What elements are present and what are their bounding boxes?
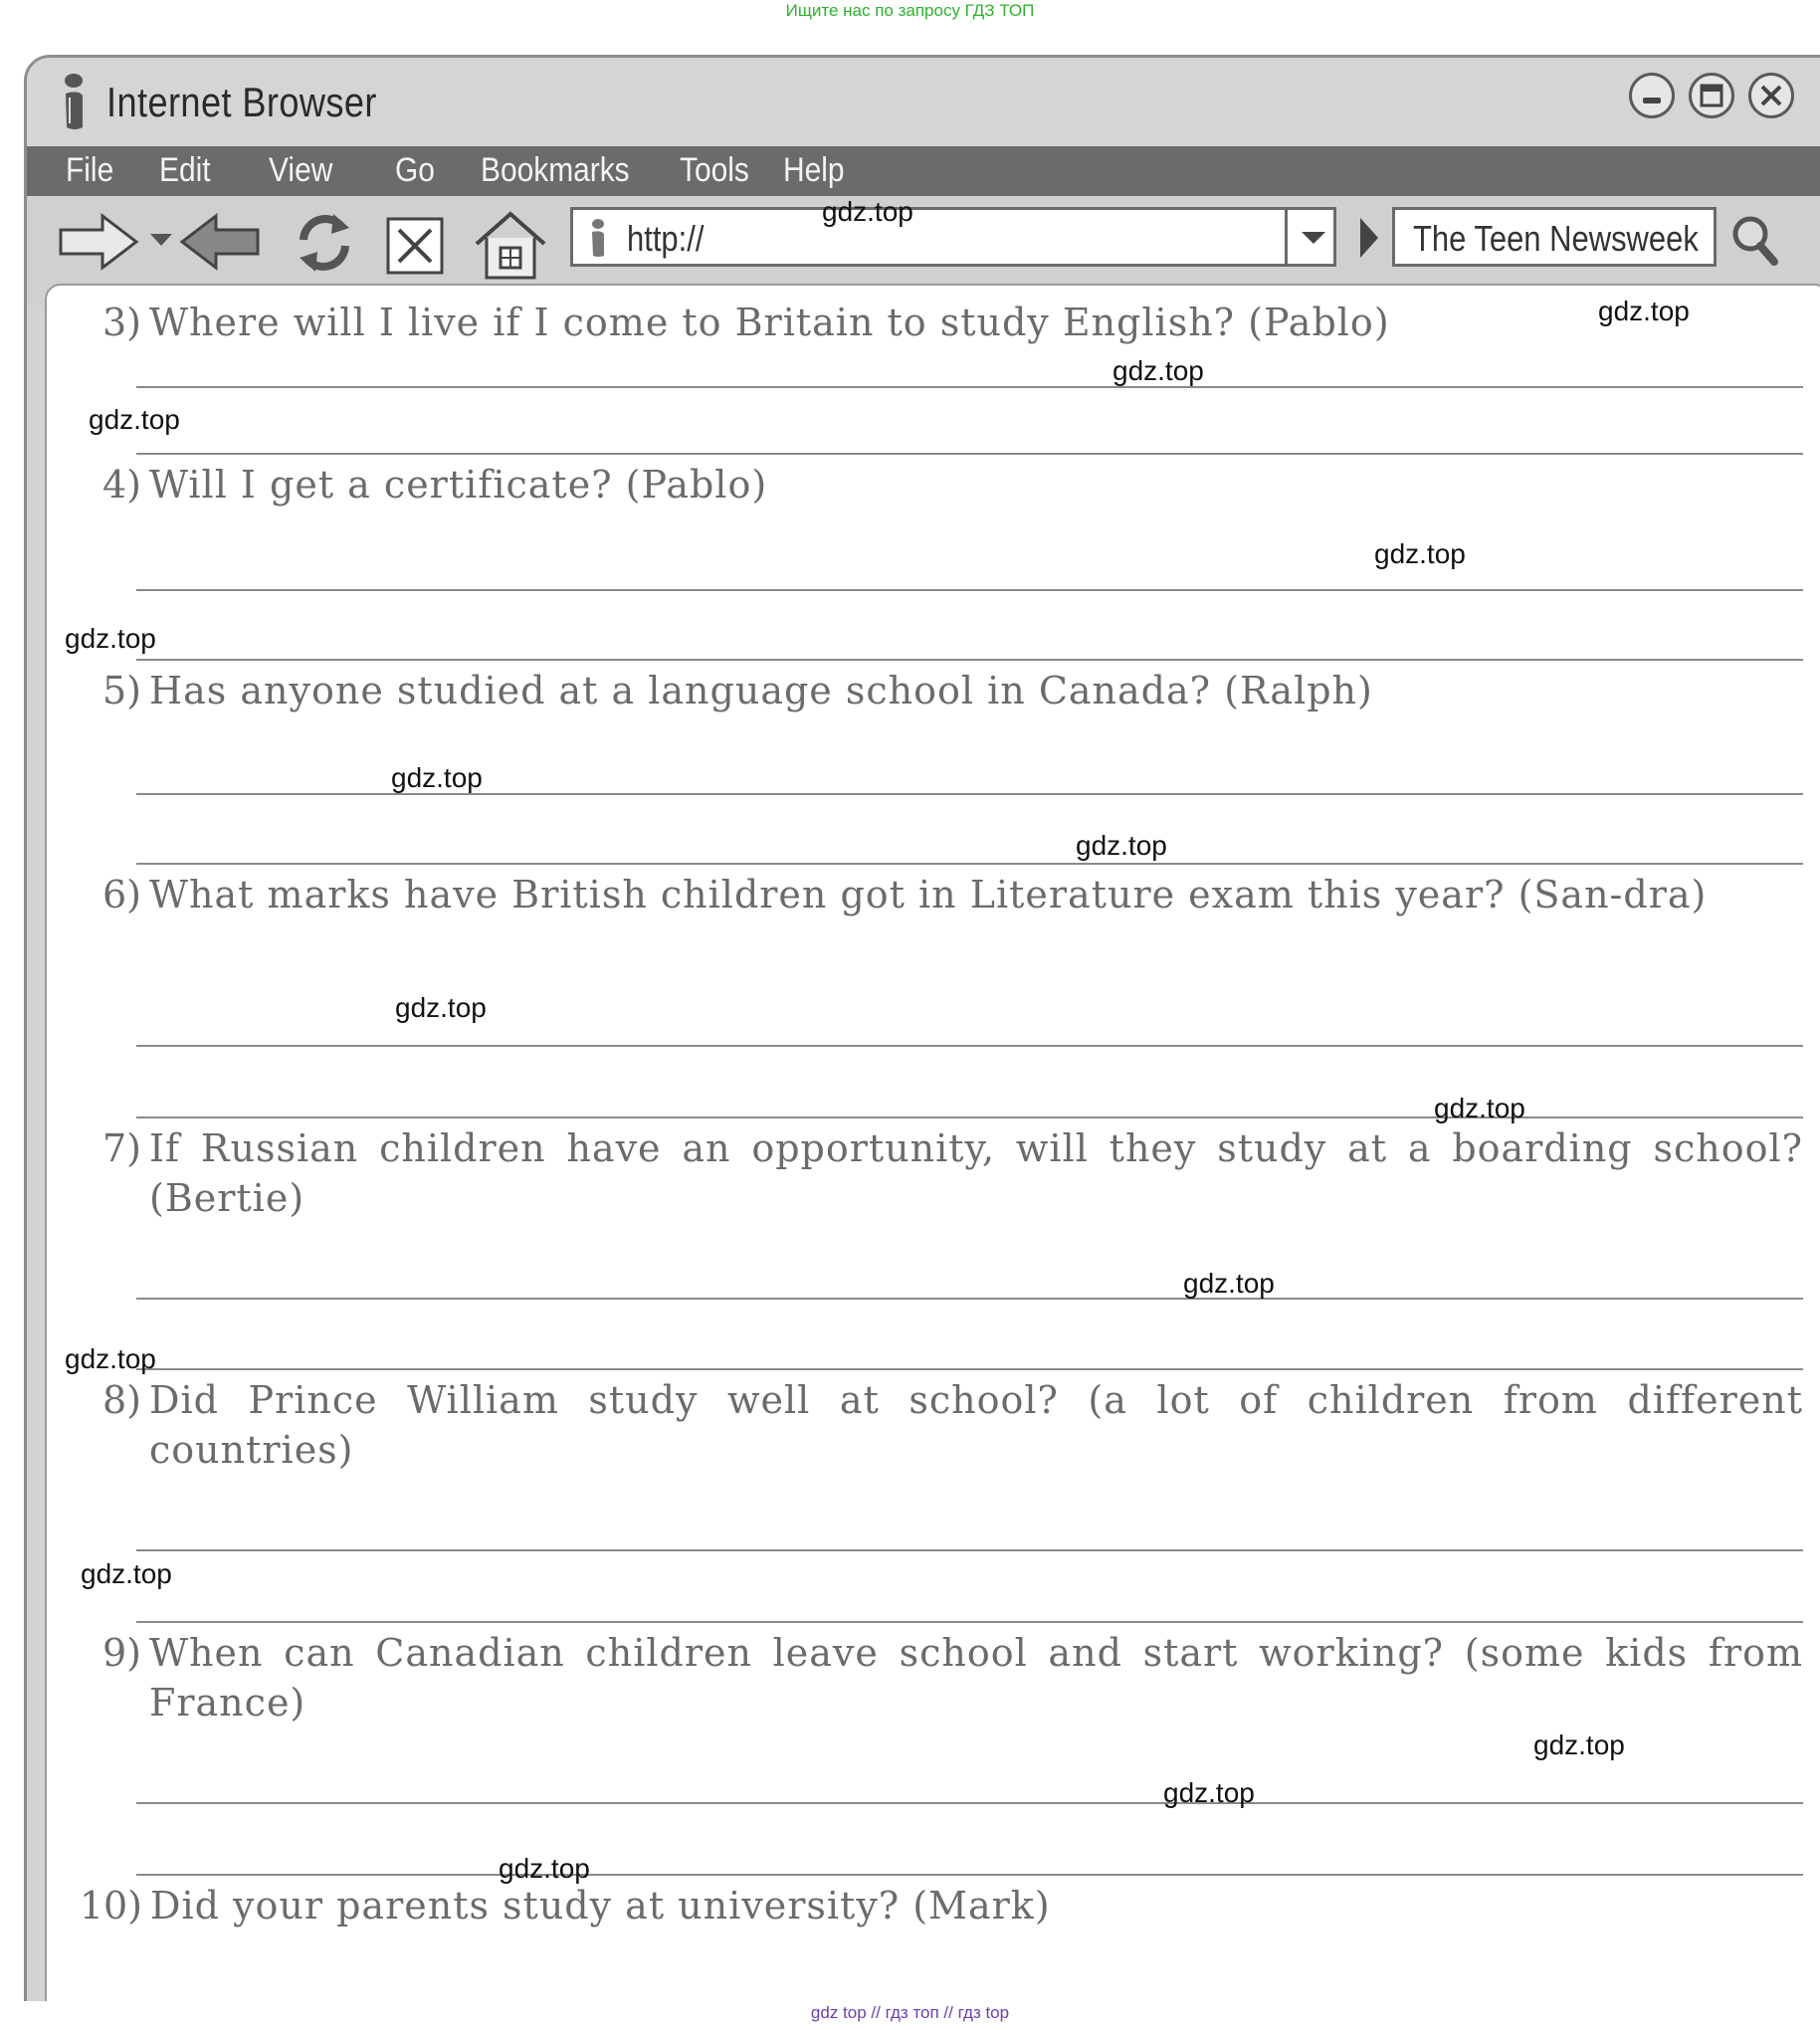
question-8 bbox=[94, 1375, 1803, 1475]
go-arrow-icon[interactable] bbox=[1356, 214, 1382, 262]
watermark: gdz.top bbox=[395, 992, 487, 1023]
address-bar[interactable] bbox=[570, 207, 1336, 267]
watermark: gdz.top bbox=[89, 404, 180, 435]
menu-file[interactable]: File bbox=[66, 151, 114, 189]
watermark: gdz.top bbox=[499, 1853, 590, 1884]
answer-line[interactable] bbox=[136, 589, 1803, 591]
forward-icon[interactable] bbox=[57, 212, 140, 272]
window-title: Internet Browser bbox=[106, 79, 377, 125]
question-text: Did Prince William study well at school? (a lot of children from different countries) bbox=[149, 1378, 1803, 1472]
browser-window bbox=[24, 55, 1820, 2004]
question-3 bbox=[94, 298, 1803, 347]
search-field[interactable] bbox=[1392, 207, 1717, 267]
question-5 bbox=[94, 666, 1803, 715]
watermark: gdz.top bbox=[65, 623, 156, 654]
answer-line[interactable] bbox=[136, 1116, 1803, 1118]
watermark: gdz.top bbox=[1533, 1729, 1625, 1760]
watermark: gdz.top bbox=[65, 1343, 156, 1374]
question-4 bbox=[94, 460, 1803, 509]
question-number: 8) bbox=[101, 1378, 141, 1422]
answer-line[interactable] bbox=[136, 1802, 1803, 1804]
minimize-icon bbox=[1640, 84, 1664, 107]
home-icon[interactable] bbox=[471, 208, 550, 282]
menu-bar bbox=[27, 146, 1820, 196]
menu-edit[interactable]: Edit bbox=[159, 151, 211, 189]
question-text: Will I get a certificate? (Pablo) bbox=[149, 463, 768, 507]
minimize-button[interactable] bbox=[1629, 73, 1675, 118]
back-icon[interactable] bbox=[178, 212, 262, 272]
address-divider bbox=[1285, 210, 1288, 264]
answer-line[interactable] bbox=[136, 1368, 1803, 1370]
chevron-down-icon[interactable] bbox=[146, 230, 176, 250]
menu-tools[interactable]: Tools bbox=[680, 151, 749, 189]
watermark: gdz.top bbox=[1598, 296, 1690, 326]
watermark: gdz.top bbox=[1163, 1777, 1255, 1808]
watermark: gdz.top bbox=[1076, 830, 1167, 861]
question-text: When can Canadian children leave school and start working? (some kids from France) bbox=[149, 1631, 1803, 1725]
answer-line[interactable] bbox=[136, 1874, 1803, 1876]
question-7 bbox=[94, 1123, 1803, 1223]
menu-help[interactable]: Help bbox=[783, 151, 845, 189]
answer-line[interactable] bbox=[136, 1045, 1803, 1047]
address-input[interactable]: http:// bbox=[627, 218, 705, 259]
menu-go[interactable]: Go bbox=[395, 151, 435, 189]
watermark: gdz.top bbox=[822, 196, 913, 227]
search-icon[interactable] bbox=[1728, 210, 1782, 270]
answer-line[interactable] bbox=[136, 386, 1803, 388]
stop-icon[interactable] bbox=[385, 216, 445, 276]
question-text: What marks have British children got in Literature exam this year? (San-dra) bbox=[149, 873, 1708, 916]
search-input[interactable]: The Teen Newsweek bbox=[1413, 218, 1699, 259]
answer-line[interactable] bbox=[136, 793, 1803, 795]
close-icon bbox=[1758, 83, 1784, 108]
title-bar bbox=[27, 58, 1820, 146]
app-logo-icon bbox=[57, 72, 91, 131]
bottom-banner: gdz top // гдз топ // гдз top bbox=[0, 2001, 1820, 2025]
watermark: gdz.top bbox=[1183, 1268, 1275, 1299]
answer-line[interactable] bbox=[136, 1621, 1803, 1623]
question-number: 10) bbox=[79, 1884, 142, 1928]
maximize-button[interactable] bbox=[1689, 73, 1734, 118]
watermark: gdz.top bbox=[1112, 355, 1204, 386]
watermark: gdz.top bbox=[1374, 538, 1466, 569]
question-number: 6) bbox=[101, 873, 141, 916]
answer-line[interactable] bbox=[136, 659, 1803, 661]
top-banner: Ищите нас по запросу ГДЗ ТОП bbox=[785, 1, 1035, 20]
menu-bookmarks[interactable]: Bookmarks bbox=[481, 151, 630, 189]
close-button[interactable] bbox=[1748, 73, 1794, 118]
question-number: 3) bbox=[101, 301, 141, 344]
refresh-icon[interactable] bbox=[290, 206, 359, 280]
menu-view[interactable]: View bbox=[269, 151, 333, 189]
question-number: 5) bbox=[101, 669, 141, 712]
question-text: If Russian children have an opportunity, will they study at a boarding school? (Bertie) bbox=[149, 1126, 1803, 1220]
page-icon bbox=[587, 218, 609, 258]
question-text: Where will I live if I come to Britain to study English? (Pablo) bbox=[149, 301, 1390, 344]
watermark: gdz.top bbox=[1434, 1093, 1525, 1123]
question-number: 4) bbox=[101, 463, 141, 507]
question-9 bbox=[94, 1628, 1803, 1727]
watermark: gdz.top bbox=[391, 762, 483, 793]
question-6 bbox=[94, 870, 1803, 919]
answer-line[interactable] bbox=[136, 1549, 1803, 1551]
question-number: 7) bbox=[101, 1126, 141, 1170]
question-10 bbox=[71, 1881, 1803, 1930]
answer-line[interactable] bbox=[136, 1298, 1803, 1300]
maximize-icon bbox=[1699, 83, 1724, 108]
watermark: gdz.top bbox=[81, 1558, 172, 1589]
answer-line[interactable] bbox=[136, 863, 1803, 865]
answer-line[interactable] bbox=[136, 453, 1803, 455]
question-number: 9) bbox=[101, 1631, 141, 1675]
question-text: Has anyone studied at a language school in Canada? (Ralph) bbox=[149, 669, 1373, 712]
question-text: Did your parents study at university? (Mark) bbox=[150, 1884, 1051, 1928]
address-dropdown-icon[interactable] bbox=[1298, 228, 1329, 248]
